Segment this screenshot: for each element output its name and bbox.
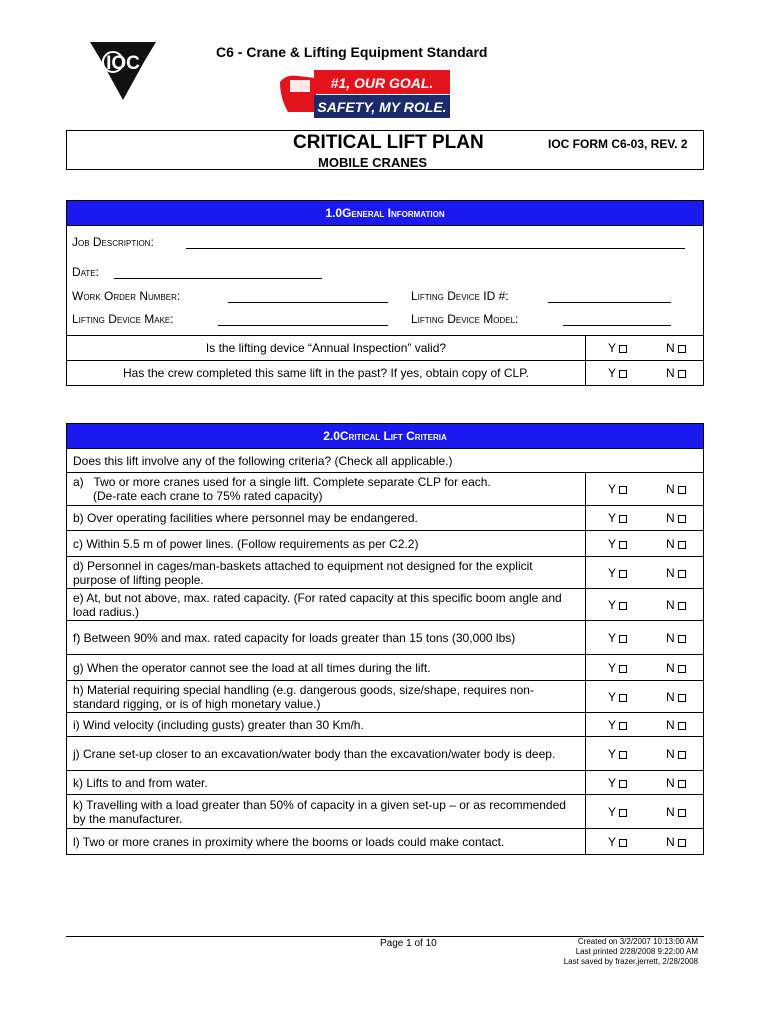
- criteria-text: k) Travelling with a load greater than 50% of capacity in a given set-up – or as recommended by the manufacturer.: [67, 795, 586, 828]
- work-order-label: Work Order Number:: [72, 289, 181, 303]
- yes-label: Y: [608, 717, 617, 732]
- no-checkbox[interactable]: [666, 566, 686, 580]
- criteria-row: [66, 713, 704, 737]
- standard-title: C6 - Crane & Lifting Equipment Standard: [216, 44, 488, 60]
- yes-checkbox[interactable]: [608, 747, 666, 761]
- checkbox-icon: [678, 694, 686, 702]
- yes-label: Y: [608, 804, 617, 819]
- no-checkbox[interactable]: [666, 366, 686, 380]
- checkbox-icon: [678, 635, 686, 643]
- no-checkbox[interactable]: [666, 511, 686, 525]
- criteria-row: [66, 655, 704, 681]
- criteria-row: [66, 531, 704, 557]
- checkbox-icon: [619, 570, 627, 578]
- checkbox-icon: [619, 751, 627, 759]
- yes-checkbox[interactable]: [608, 537, 666, 551]
- yes-label: Y: [608, 366, 617, 380]
- checkbox-icon: [619, 486, 627, 494]
- no-checkbox[interactable]: [666, 482, 686, 496]
- checkbox-icon: [619, 665, 627, 673]
- criteria-text: l) Two or more cranes in proximity where the booms or loads could make contact.: [67, 829, 586, 854]
- yes-checkbox[interactable]: [608, 805, 666, 819]
- checkbox-icon: [678, 345, 686, 353]
- slogan-line-2: SAFETY, MY ROLE.: [317, 99, 447, 115]
- document-metadata: [530, 937, 698, 967]
- work-order-field[interactable]: [228, 302, 388, 303]
- criteria-intro-row: [66, 449, 704, 473]
- yes-checkbox[interactable]: [608, 482, 666, 496]
- no-label: N: [666, 341, 675, 355]
- no-label: N: [666, 834, 675, 849]
- criteria-text: c) Within 5.5 m of power lines. (Follow requirements as per C2.2): [67, 531, 586, 556]
- yes-checkbox[interactable]: [608, 661, 666, 675]
- question-row: [66, 361, 704, 386]
- no-label: N: [666, 804, 675, 819]
- yes-label: Y: [608, 689, 617, 704]
- criteria-row: [66, 829, 704, 855]
- checkbox-icon: [619, 345, 627, 353]
- yes-checkbox[interactable]: [608, 690, 666, 704]
- yes-label: Y: [608, 834, 617, 849]
- no-checkbox[interactable]: [666, 747, 686, 761]
- criteria-text: h) Material requiring special handling (e.g. dangerous goods, size/shape, requires non-standard rigging, or is of high monetary value.): [67, 681, 586, 712]
- checkbox-icon: [678, 780, 686, 788]
- logo-text: IOC: [106, 53, 140, 74]
- yes-checkbox[interactable]: [608, 631, 666, 645]
- no-label: N: [666, 746, 675, 761]
- checkbox-icon: [619, 602, 627, 610]
- criteria-text: k) Lifts to and from water.: [67, 771, 586, 794]
- criteria-row: [66, 737, 704, 771]
- section-2-title: Critical Lift Criteria: [339, 429, 447, 443]
- section-1-header: [66, 200, 704, 226]
- no-checkbox[interactable]: [666, 631, 686, 645]
- section-1-title: General Information: [342, 206, 445, 220]
- checkbox-icon: [619, 839, 627, 847]
- criteria-row: [66, 506, 704, 531]
- device-model-field[interactable]: [563, 325, 671, 326]
- ioc-logo: [90, 40, 156, 102]
- section-2-header: [66, 423, 704, 449]
- yes-checkbox[interactable]: [608, 718, 666, 732]
- no-checkbox[interactable]: [666, 835, 686, 849]
- criteria-row: [66, 681, 704, 713]
- yes-label: Y: [608, 775, 617, 790]
- device-make-label: Lifting Device Make:: [72, 312, 174, 326]
- checkbox-icon: [619, 515, 627, 523]
- checkbox-icon: [678, 722, 686, 730]
- checkbox-icon: [619, 635, 627, 643]
- date-field[interactable]: [114, 278, 322, 279]
- no-checkbox[interactable]: [666, 537, 686, 551]
- criteria-row: [66, 589, 704, 621]
- criteria-intro: Does this lift involve any of the following criteria? (Check all applicable.): [73, 453, 453, 468]
- no-label: N: [666, 689, 675, 704]
- no-label: N: [666, 597, 675, 612]
- yes-checkbox[interactable]: [608, 366, 666, 380]
- criteria-text: g) When the operator cannot see the load at all times during the lift.: [67, 655, 586, 680]
- checkbox-icon: [678, 602, 686, 610]
- job-description-field[interactable]: [186, 248, 685, 249]
- checkbox-icon: [619, 780, 627, 788]
- criteria-row: [66, 557, 704, 589]
- question-text: Has the crew completed this same lift in the past? If yes, obtain copy of CLP.: [67, 361, 586, 385]
- yes-label: Y: [608, 630, 617, 645]
- question-row: [66, 335, 704, 361]
- device-model-label: Lifting Device Model:: [411, 312, 519, 326]
- criteria-row: [66, 621, 704, 655]
- criteria-row: [66, 795, 704, 829]
- no-checkbox[interactable]: [666, 718, 686, 732]
- saved-by: Last saved by frazer.jerrett, 2/28/2008: [563, 957, 698, 966]
- no-label: N: [666, 565, 675, 580]
- form-id: IOC FORM C6-03, REV. 2: [548, 137, 688, 151]
- device-id-label: Lifting Device ID #:: [411, 289, 509, 303]
- criteria-text: b) Over operating facilities where personnel may be endangered.: [67, 506, 586, 530]
- yes-label: Y: [608, 482, 617, 496]
- yes-label: Y: [608, 511, 617, 525]
- criteria-text: j) Crane set-up closer to an excavation/water body than the excavation/water body is deep.: [67, 737, 586, 770]
- yes-label: Y: [608, 341, 617, 355]
- checkbox-icon: [678, 486, 686, 494]
- yes-checkbox[interactable]: [608, 566, 666, 580]
- checkbox-icon: [678, 515, 686, 523]
- yes-checkbox[interactable]: [608, 835, 666, 849]
- yes-checkbox[interactable]: [608, 776, 666, 790]
- checkbox-icon: [678, 570, 686, 578]
- no-checkbox[interactable]: [666, 805, 686, 819]
- device-make-field[interactable]: [218, 325, 388, 326]
- yes-checkbox[interactable]: [608, 598, 666, 612]
- no-label: N: [666, 511, 675, 525]
- yes-label: Y: [608, 536, 617, 551]
- no-checkbox[interactable]: [666, 661, 686, 675]
- criteria-text: i) Wind velocity (including gusts) greater than 30 Km/h.: [67, 713, 586, 736]
- checkbox-icon: [619, 541, 627, 549]
- checkbox-icon: [678, 665, 686, 673]
- checkbox-icon: [619, 809, 627, 817]
- yes-checkbox[interactable]: [608, 511, 666, 525]
- yes-label: Y: [608, 597, 617, 612]
- no-label: N: [666, 366, 675, 380]
- form-subtitle: MOBILE CRANES: [318, 155, 428, 170]
- no-label: N: [666, 482, 675, 496]
- printed-date: Last printed 2/28/2008 9:22:00 AM: [575, 947, 698, 956]
- safety-slogan-banner: [280, 68, 452, 120]
- no-checkbox[interactable]: [666, 776, 686, 790]
- created-date: Created on 3/2/2007 10:13:00 AM: [577, 937, 698, 946]
- slogan-line-1: #1, OUR GOAL.: [330, 75, 434, 91]
- yes-label: Y: [608, 746, 617, 761]
- checkbox-icon: [678, 541, 686, 549]
- question-text: Is the lifting device “Annual Inspection” valid?: [67, 336, 586, 360]
- yes-label: Y: [608, 660, 617, 675]
- section-2-number: 2.0: [323, 429, 340, 443]
- no-checkbox[interactable]: [666, 690, 686, 704]
- no-label: N: [666, 717, 675, 732]
- form-title: CRITICAL LIFT PLAN: [293, 132, 484, 153]
- checkbox-icon: [678, 839, 686, 847]
- section-1-number: 1.0: [325, 206, 343, 220]
- checkbox-icon: [619, 694, 627, 702]
- criteria-row: [66, 473, 704, 506]
- criteria-text: d) Personnel in cages/man-baskets attached to equipment not designed for the explicit purpose of lifting people.: [67, 557, 586, 588]
- page-number: Page 1 of 10: [380, 938, 437, 949]
- no-label: N: [666, 630, 675, 645]
- no-checkbox[interactable]: [666, 598, 686, 612]
- checkbox-icon: [678, 809, 686, 817]
- criteria-text: a) Two or more cranes used for a single lift. Complete separate CLP for each. (De-rate each crane to 75% rated capacity): [67, 473, 586, 505]
- criteria-row: [66, 771, 704, 795]
- checkbox-icon: [678, 370, 686, 378]
- checkbox-icon: [678, 751, 686, 759]
- device-id-field[interactable]: [548, 302, 671, 303]
- checkbox-icon: [619, 370, 627, 378]
- yes-checkbox[interactable]: [608, 341, 666, 355]
- criteria-text: e) At, but not above, max. rated capacity. (For rated capacity at this specific boom angle and load radius.): [67, 589, 586, 620]
- date-label: Date:: [72, 265, 99, 279]
- no-checkbox[interactable]: [666, 341, 686, 355]
- criteria-text: f) Between 90% and max. rated capacity for loads greater than 15 tons (30,000 lbs): [67, 621, 586, 654]
- no-label: N: [666, 660, 675, 675]
- checkbox-icon: [619, 722, 627, 730]
- job-description-label: Job Description:: [72, 235, 154, 249]
- yes-label: Y: [608, 565, 617, 580]
- no-label: N: [666, 536, 675, 551]
- no-label: N: [666, 775, 675, 790]
